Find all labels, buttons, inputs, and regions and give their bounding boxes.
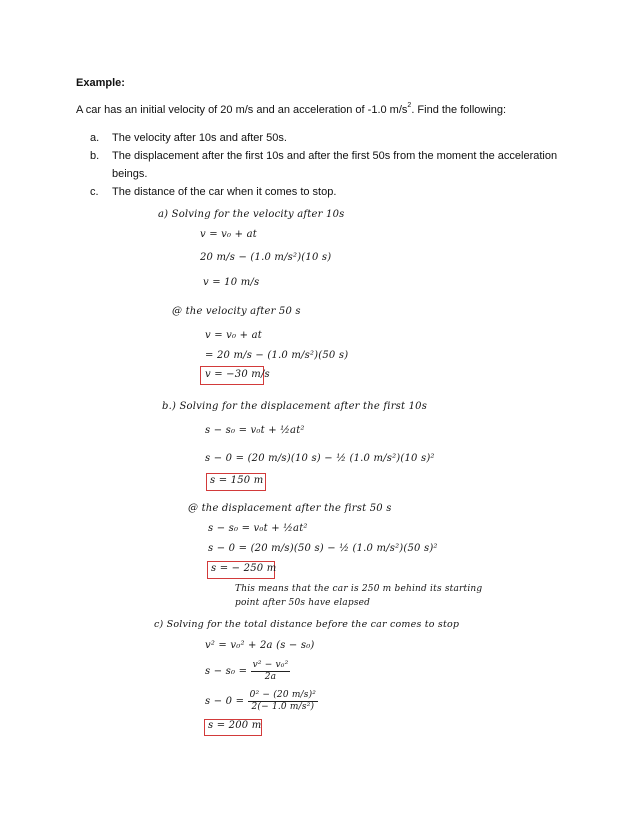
task-marker: a. [90, 132, 100, 144]
part-c-equation-2-lhs: s − s₀ = [205, 666, 248, 677]
task-marker: b. [90, 150, 100, 162]
problem-text: A car has an initial velocity of 20 m/s and an acceleration of -1.0 m/s [76, 104, 408, 116]
part-b50-equation-1: s − s₀ = v₀t + ½at² [208, 523, 308, 534]
part-c-result: s = 200 m [208, 720, 262, 731]
part-b-equation-1: s − s₀ = v₀t + ½at² [205, 425, 305, 436]
problem-tail: . Find the following: [411, 104, 507, 116]
problem-superscript: 2 [407, 102, 412, 109]
part-a-equation-1: v = v₀ + at [200, 229, 257, 240]
part-a50-equation-2: = 20 m/s − (1.0 m/s²)(50 s) [205, 350, 349, 361]
part-c-equation-2-fraction [251, 660, 291, 683]
problem-statement [76, 101, 576, 119]
part-b-heading: b.) Solving for the displacement after the first 10s [162, 401, 428, 412]
part-b50-note-line-1: This means that the car is 250 m behind its starting [235, 584, 483, 594]
part-c-equation-3 [205, 690, 318, 713]
problem-block [76, 74, 576, 201]
part-c-equation-3-lhs: s − 0 = [205, 696, 245, 707]
fraction-numerator: v² − v₀² [252, 660, 289, 670]
example-heading: Example: [76, 77, 125, 89]
part-c-equation-2 [205, 660, 290, 683]
part-b50-note-line-2: point after 50s have elapsed [235, 598, 371, 608]
part-a50-result: v = −30 m/s [205, 369, 270, 380]
task-marker: c. [90, 186, 99, 198]
part-b-result: s = 150 m [210, 475, 264, 486]
fraction-denominator: 2a [264, 672, 277, 682]
task-item [76, 183, 576, 201]
task-text: beings. [112, 168, 148, 180]
part-c-equation-3-fraction [248, 690, 319, 713]
part-c-equation-1: v² = v₀² + 2a (s − s₀) [205, 640, 315, 651]
part-a50-equation-1: v = v₀ + at [205, 330, 262, 341]
task-list [76, 129, 576, 201]
task-text: The displacement after the first 10s and after the first 50s from the moment the acceleration [112, 150, 558, 162]
part-a50-heading: @ the velocity after 50 s [172, 306, 301, 317]
part-b50-equation-2: s − 0 = (20 m/s)(50 s) − ½ (1.0 m/s²)(50 s)² [208, 543, 438, 554]
task-text: The distance of the car when it comes to stop. [112, 186, 337, 198]
task-item [76, 165, 576, 183]
part-b-equation-2: s − 0 = (20 m/s)(10 s) − ½ (1.0 m/s²)(10 s)² [205, 453, 435, 464]
fraction-numerator: 0² − (20 m/s)² [249, 690, 317, 700]
task-text: The velocity after 10s and after 50s. [112, 132, 287, 144]
part-b50-heading: @ the displacement after the first 50 s [188, 503, 392, 514]
part-b50-result: s = − 250 m [211, 563, 277, 574]
part-a-result: v = 10 m/s [203, 277, 260, 288]
part-c-heading: c) Solving for the total distance before the car comes to stop [154, 619, 460, 630]
part-a-heading: a) Solving for the velocity after 10s [158, 209, 345, 220]
fraction-denominator: 2(− 1.0 m/s²) [251, 702, 315, 712]
task-item [76, 129, 576, 147]
task-item [76, 147, 576, 165]
part-a-equation-2: 20 m/s − (1.0 m/s²)(10 s) [200, 252, 332, 263]
